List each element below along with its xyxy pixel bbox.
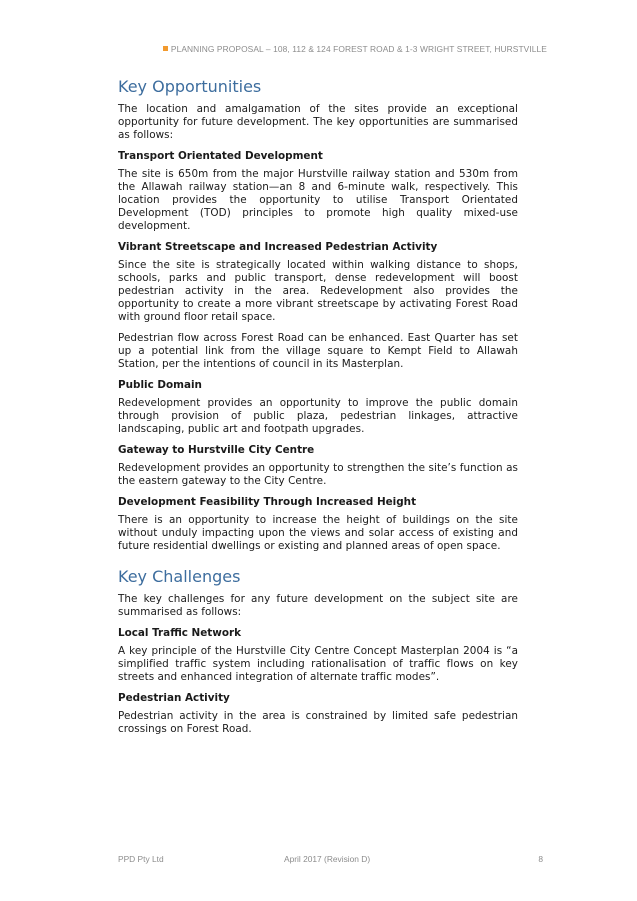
subheading-local-traffic: Local Traffic Network — [118, 627, 242, 639]
subheading-feasibility: Development Feasibility Through Increased Height — [118, 496, 417, 508]
paragraph: Redevelopment provides an opportunity to strengthen the site’s function as the eastern gateway to the City Centre. — [118, 462, 518, 487]
paragraph: Redevelopment provides an opportunity to improve the public domain through provision of public plaza, pedestrian linkages, attractive landscaping, public art and footpath upgrades. — [118, 397, 518, 435]
page-header — [150, 44, 547, 54]
paragraph: Pedestrian activity in the area is constrained by limited safe pedestrian crossings on Forest Road. — [118, 710, 518, 735]
header-text: PLANNING PROPOSAL – 108, 112 & 124 FOREST ROAD & 1-3 WRIGHT STREET, HURSTVILLE — [170, 44, 547, 54]
footer-company: PPD Pty Ltd — [118, 854, 164, 864]
section-intro: The key challenges for any future development on the subject site are summarised as follows: — [118, 593, 518, 618]
paragraph: Since the site is strategically located within walking distance to shops, schools, parks and public transport, dense redevelopment will boost pedestrian activity in the area. Redevelopment also provides the opportunity to create a more vibrant streetscape by activating Forest Road with ground floor retail space. — [118, 259, 518, 323]
section-title-key-opportunities: Key Opportunities — [118, 77, 262, 96]
subheading-gateway: Gateway to Hurstville City Centre — [118, 444, 315, 456]
header-marker-icon — [163, 46, 168, 51]
subheading-public-domain: Public Domain — [118, 379, 202, 391]
subheading-transport: Transport Orientated Development — [118, 150, 323, 162]
page-number: 8 — [538, 854, 543, 864]
subheading-pedestrian-activity: Pedestrian Activity — [118, 692, 230, 704]
subheading-streetscape: Vibrant Streetscape and Increased Pedestrian Activity — [118, 241, 438, 253]
page-footer — [118, 854, 543, 866]
section-intro: The location and amalgamation of the sites provide an exceptional opportunity for future development. The key opportunities are summarised as follows: — [118, 103, 518, 141]
paragraph: The site is 650m from the major Hurstville railway station and 530m from the Allawah railway station—an 8 and 6-minute walk, respectively. This location provides the opportunity to utilise Transport Orientated Development (TOD) principles to promote high quality mixed-use development. — [118, 168, 518, 232]
footer-date: April 2017 (Revision D) — [284, 854, 371, 864]
section-title-key-challenges: Key Challenges — [118, 567, 241, 586]
paragraph: There is an opportunity to increase the height of buildings on the site without unduly impacting upon the views and solar access of existing and future residential dwellings or existing and planned areas of open space. — [118, 514, 518, 552]
paragraph: Pedestrian flow across Forest Road can be enhanced. East Quarter has set up a potential link from the village square to Kempt Field to Allawah Station, per the intentions of council in its Masterplan. — [118, 332, 518, 370]
paragraph: A key principle of the Hurstville City Centre Concept Masterplan 2004 is “a simplified traffic system including rationalisation of traffic flows on key streets and enhanced integration of alternate traffic modes”. — [118, 645, 518, 683]
document-body — [118, 77, 518, 744]
